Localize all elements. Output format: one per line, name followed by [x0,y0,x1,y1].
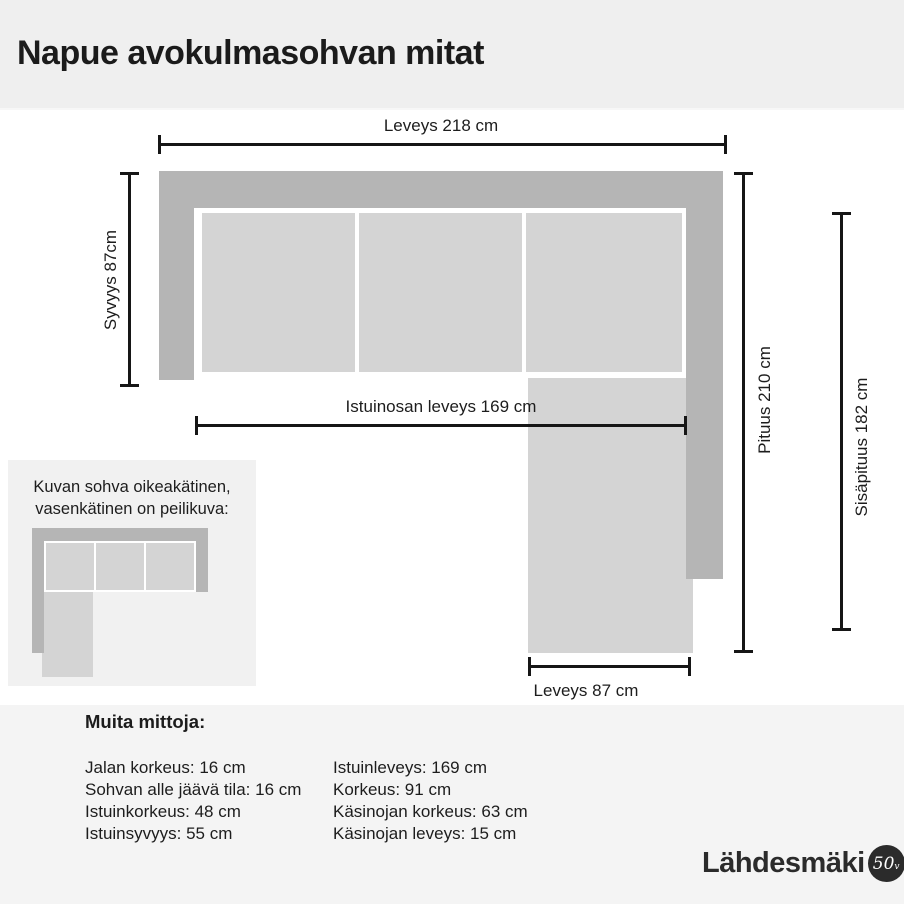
sofa-chaise [528,378,693,653]
measurement-list-right [333,757,528,845]
dim-line-width-top [158,143,727,146]
sofa-left-armrest [159,208,194,380]
seat-cushion [202,213,355,372]
measurement-item: Sohvan alle jäävä tila: 16 cm [85,780,302,799]
dim-line-width-bottom [528,665,691,668]
dim-label-length: Pituus 210 cm [755,346,774,454]
mini-sofa-right-armrest [196,541,208,592]
sofa-seat-cushion-row [194,208,686,376]
seat-cushion [526,213,682,372]
mini-sofa-backrest [32,528,208,541]
measurement-item: Käsinojan korkeus: 63 cm [333,802,528,821]
sofa-backrest [159,171,723,208]
dim-line-length [742,172,745,653]
mini-sofa-left-armrest [32,541,44,653]
sofa-right-armrest [686,208,723,579]
dim-label-depth: Syvyys 87cm [101,229,120,331]
brand-name: Lähdesmäki [702,847,865,879]
mini-seat-cushion [46,543,94,590]
measurement-list-left [85,757,301,845]
measurement-item: Jalan korkeus: 16 cm [85,758,246,777]
measurement-item: Käsinojan leveys: 15 cm [333,824,517,843]
dim-label-inner-length: Sisäpituus 182 cm [852,377,871,517]
dim-label-seat-width: Istuinosan leveys 169 cm [345,397,537,416]
measurement-item: Istuinsyvyys: 55 cm [85,824,233,843]
mirror-note-text [8,476,256,520]
mini-sofa-seat-cushion-row [44,541,196,592]
measurement-item: Istuinleveys: 169 cm [333,758,488,777]
mirror-note-inset [8,460,256,686]
mirror-note-line1: Kuvan sohva oikeakätinen, [33,478,231,496]
dim-label-width-top: Leveys 218 cm [383,116,499,135]
measurement-item: Korkeus: 91 cm [333,780,452,799]
dim-label-width-bottom: Leveys 87 cm [533,681,639,700]
dim-line-inner-length [840,212,843,631]
badge-number: 50 [872,853,895,874]
mini-seat-cushion [96,543,144,590]
seat-cushion [359,213,522,372]
other-measurements-heading: Muita mittoja: [85,711,206,732]
anniversary-badge-icon [868,845,904,882]
dim-line-depth [128,172,131,387]
badge-suffix: v [894,861,900,872]
mini-seat-cushion [146,543,194,590]
measurement-item: Istuinkorkeus: 48 cm [85,802,241,821]
header [0,0,904,110]
mini-sofa-chaise [42,592,93,677]
page-title: Napue avokulmasohvan mitat [17,34,484,72]
brand-logo [702,845,904,882]
dim-line-seat-width [195,424,687,427]
mirror-note-line2: vasenkätinen on peilikuva: [35,500,229,518]
